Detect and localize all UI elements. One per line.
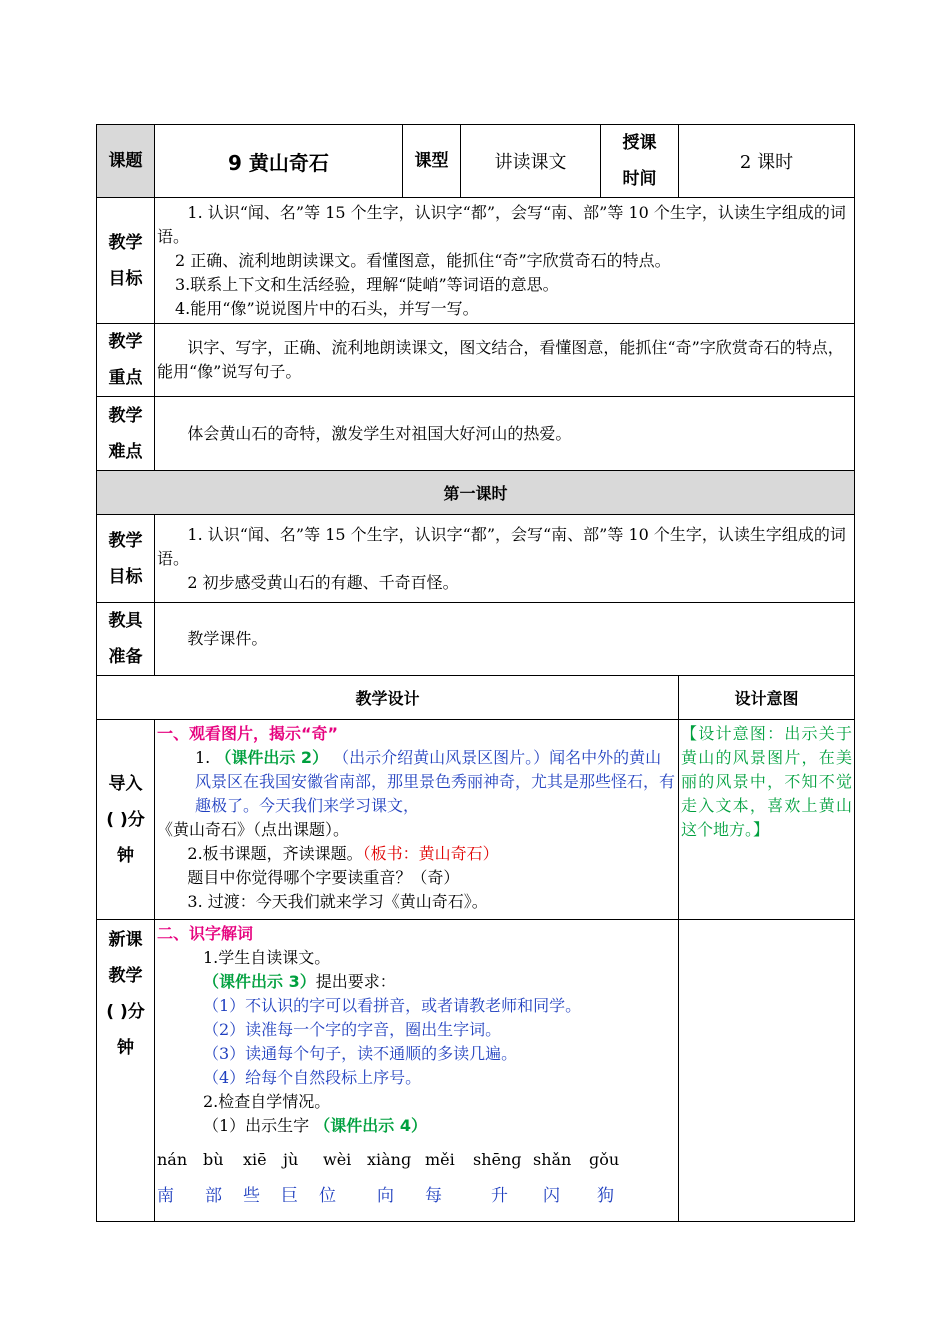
pinyin: nán xyxy=(157,1150,188,1169)
goals-label-line1: 教学 xyxy=(108,232,143,253)
intro-label-line2: ( )分 xyxy=(106,809,145,830)
lesson1-goals-content xyxy=(155,515,855,603)
intro-paragraph-2 xyxy=(157,842,676,866)
lesson-plan-page xyxy=(96,124,854,1222)
lesson1-goal-line: 1. 认识“闻、名”等 15 个生字，认识字“都”，会写“南、部”等 10 个生字，认读生字组成的词语。 xyxy=(157,524,846,568)
lesson-plan-table xyxy=(96,124,855,1222)
teaching-time-label xyxy=(601,125,679,198)
tools-label-line2: 准备 xyxy=(108,647,143,667)
lesson-type-value: 讲读课文 xyxy=(461,125,601,198)
design-column-header: 教学设计 xyxy=(97,676,679,720)
tools-label xyxy=(97,603,155,676)
intro-heading: 一、观看图片，揭示“奇” xyxy=(157,724,339,743)
topic-value: 9 黄山奇石 xyxy=(155,125,403,198)
intro-label-line1: 导入 xyxy=(108,773,143,794)
intro-label-line3: 钟 xyxy=(117,845,134,866)
new-lesson-intent xyxy=(679,920,855,1222)
topic-label: 课题 xyxy=(97,125,155,198)
intro-intent: 【设计意图：出示关于黄山的风景图片，在美丽的风景中，不知不觉走入文本，喜欢上黄山这个地方。】 xyxy=(679,720,855,920)
new-lesson-step-4 xyxy=(157,1114,676,1138)
key-points-label-line2: 重点 xyxy=(108,368,143,388)
intro-paragraph-1-rest: 《黄山奇石》（点出课题）。 xyxy=(157,820,350,839)
intro-p2-board: （板书：黄山奇石） xyxy=(362,844,499,863)
difficulties-label xyxy=(97,397,155,471)
hanzi: 部 xyxy=(205,1186,222,1206)
new-lesson-label xyxy=(97,920,155,1222)
lesson-type-label: 课型 xyxy=(403,125,461,198)
pinyin: xiànɡ xyxy=(367,1150,412,1169)
new-lesson-label-line3: ( )分 xyxy=(106,1002,145,1022)
new-lesson-label-line2: 教学 xyxy=(108,966,143,986)
pinyin: wèi xyxy=(323,1150,352,1169)
goal-line: 3.联系上下文和生活经验，理解“陡峭”等词语的意思。 xyxy=(175,274,559,294)
tools-content: 教学课件。 xyxy=(155,603,855,676)
pinyin: shǎn xyxy=(533,1150,572,1169)
goals-label xyxy=(97,198,155,324)
pinyin: xiē xyxy=(243,1150,267,1169)
goal-line: 2 正确、流利地朗读课文。看懂图意，能抓住“奇”字欣赏奇石的特点。 xyxy=(175,250,671,270)
goal-line: 1. 认识“闻、名”等 15 个生字，认识字“都”，会写“南、部”等 10 个生字，认读生字组成的词语。 xyxy=(157,202,846,246)
hanzi: 狗 xyxy=(597,1186,614,1206)
difficulties-label-line2: 难点 xyxy=(108,441,143,462)
intro-p2-text: 2.板书课题，齐读课题。 xyxy=(187,844,363,863)
teaching-time-label-line2: 时间 xyxy=(622,169,657,189)
requirement-line: （1）不认识的字可以看拼音，或者请教老师和同学。 xyxy=(203,996,582,1015)
hanzi: 向 xyxy=(377,1186,394,1206)
difficulties-content: 体会黄山石的奇特，激发学生对祖国大好河山的热爱。 xyxy=(155,397,855,471)
hanzi: 每 xyxy=(425,1186,442,1206)
new-lesson-courseware-4: （课件出示 4） xyxy=(314,1116,427,1135)
hanzi: 位 xyxy=(319,1186,336,1206)
goals-label-line2: 目标 xyxy=(108,268,143,289)
hanzi-row xyxy=(157,1184,676,1208)
key-points-label xyxy=(97,324,155,397)
goal-line: 4.能用“像”说说图片中的石头，并写一写。 xyxy=(175,298,479,318)
lesson1-goals-label-line2: 目标 xyxy=(108,566,143,587)
pinyin: ɡǒu xyxy=(589,1150,620,1169)
new-lesson-step-2 xyxy=(157,970,676,994)
goals-content xyxy=(155,198,855,324)
lesson1-goals-label xyxy=(97,515,155,603)
hanzi: 巨 xyxy=(281,1186,298,1206)
intro-content xyxy=(155,720,679,920)
new-lesson-step-4-text: （1）出示生字 xyxy=(203,1116,310,1135)
tools-label-line1: 教具 xyxy=(108,611,143,631)
difficulties-label-line1: 教学 xyxy=(108,405,143,426)
hanzi: 些 xyxy=(243,1186,260,1206)
hanzi: 闪 xyxy=(543,1186,560,1206)
requirement-line: （2）读准每一个字的字音，圈出生字词。 xyxy=(203,1020,502,1039)
intro-label xyxy=(97,720,155,920)
pinyin: bù xyxy=(203,1150,224,1169)
pinyin: měi xyxy=(425,1150,455,1169)
intro-p1-courseware: （课件出示 2） xyxy=(215,748,329,767)
pinyin: shēnɡ xyxy=(473,1150,522,1169)
intro-paragraph-3: 题目中你觉得哪个字要读重音？（奇） xyxy=(187,868,460,887)
key-points-label-line1: 教学 xyxy=(108,332,143,352)
requirement-line: （4）给每个自然段标上序号。 xyxy=(203,1068,422,1087)
pinyin-row xyxy=(157,1148,676,1172)
lesson1-goals-label-line1: 教学 xyxy=(108,530,143,551)
teaching-time-label-line1: 授课 xyxy=(622,133,657,153)
intro-paragraph-4: 3. 过渡：今天我们就来学习《黄山奇石》。 xyxy=(187,892,488,911)
pinyin: jù xyxy=(283,1150,299,1169)
lesson1-goal-line: 2 初步感受黄山石的有趣、千奇百怪。 xyxy=(187,572,459,592)
new-lesson-content xyxy=(155,920,679,1222)
new-lesson-step-3: 2.检查自学情况。 xyxy=(203,1092,331,1111)
new-lesson-heading: 二、识字解词 xyxy=(157,924,254,943)
new-lesson-step-1: 1.学生自读课文。 xyxy=(203,948,331,967)
key-points-content: 识字、写字，正确、流利地朗读课文，图文结合，看懂图意，能抓住“奇”字欣赏奇石的特点，能用“像”说写句子。 xyxy=(155,324,855,397)
hanzi: 南 xyxy=(157,1186,174,1206)
new-lesson-step-2-text: 提出要求： xyxy=(315,972,396,991)
intro-p1-description: （出示介绍黄山风景区图片。）闻名中外的黄山风景区在我国安徽省南部，那里景色秀丽神奇，尤其是那些怪石，有趣极了。今天我们来学习课文， xyxy=(195,748,676,815)
teaching-time-value: 2 课时 xyxy=(679,125,855,198)
intro-p1-num: 1. xyxy=(195,748,211,767)
hanzi: 升 xyxy=(491,1186,508,1206)
new-lesson-label-line1: 新课 xyxy=(108,930,143,950)
new-lesson-courseware-3: （课件出示 3） xyxy=(203,972,316,991)
lesson1-title: 第一课时 xyxy=(97,471,855,515)
new-lesson-label-line4: 钟 xyxy=(117,1038,134,1058)
intent-column-header: 设计意图 xyxy=(679,676,855,720)
intro-paragraph-1 xyxy=(157,746,676,818)
requirement-line: （3）读通每个句子，读不通顺的多读几遍。 xyxy=(203,1044,518,1063)
